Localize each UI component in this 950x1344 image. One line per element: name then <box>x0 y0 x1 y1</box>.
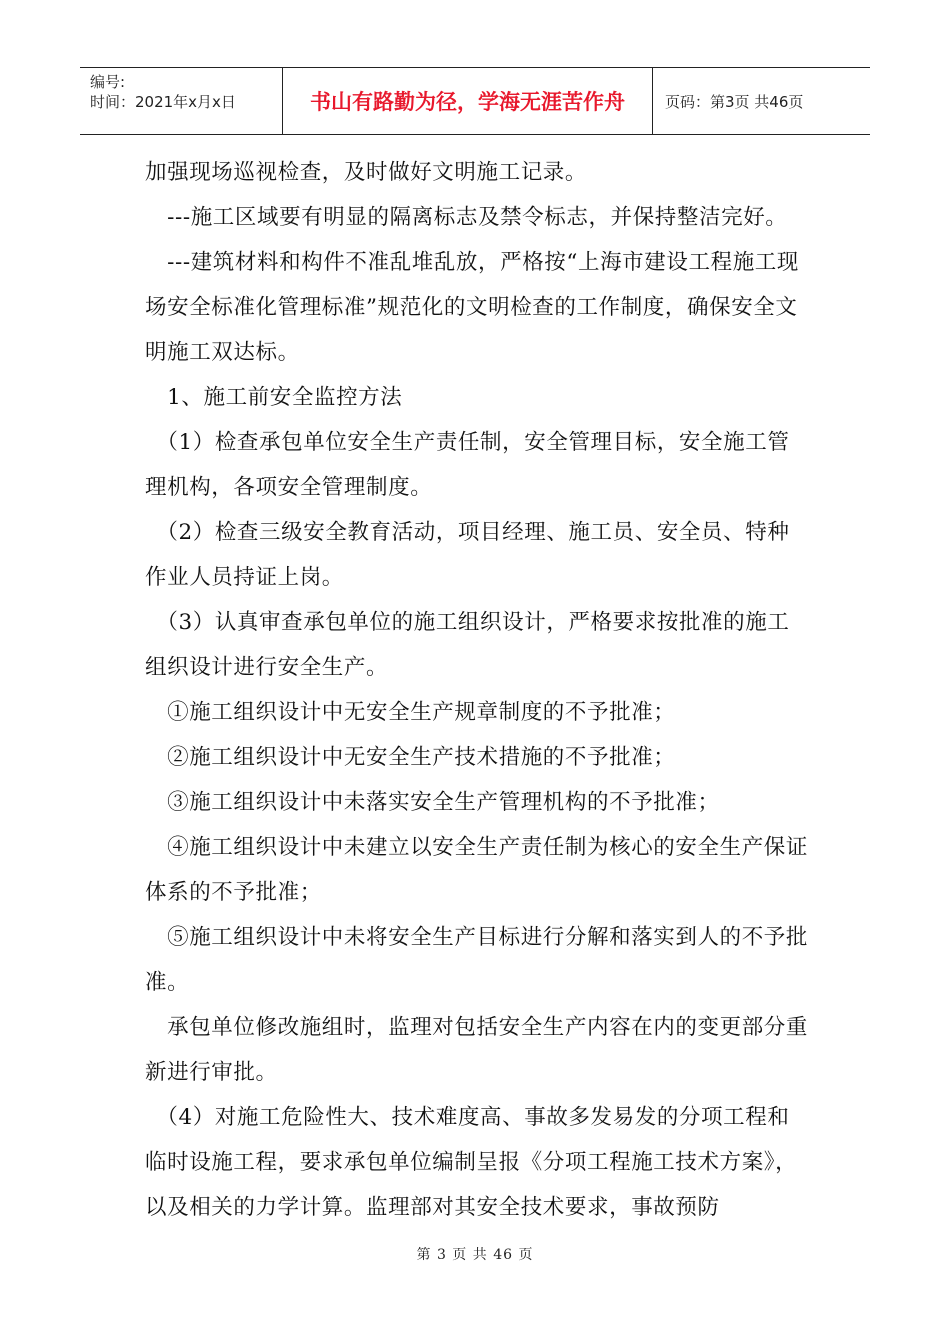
list-item: ④施工组织设计中未建立以安全生产责任制为核心的安全生产保证体系的不予批准； <box>145 835 809 905</box>
paragraph: ---建筑材料和构件不准乱堆乱放，严格按“上海市建设工程施工现场安全标准化管理标准”规范化的文明检查的工作制度，确保安全文明施工双达标。 <box>145 250 799 365</box>
list-item: ②施工组织设计中无安全生产技术措施的不予批准； <box>145 745 676 770</box>
header-meta <box>80 68 283 134</box>
header-motto: 书山有路勤为径，学海无涯苦作舟 <box>283 68 653 134</box>
document-number-label: 编号: <box>90 73 126 91</box>
paragraph: 承包单位修改施组时，监理对包括安全生产内容在内的变更部分重新进行审批。 <box>145 1015 809 1085</box>
document-date: 时间：2021年x月x日 <box>90 93 236 111</box>
list-item: ③施工组织设计中未落实安全生产管理机构的不予批准； <box>145 790 720 815</box>
list-item: ⑤施工组织设计中未将安全生产目标进行分解和落实到人的不予批准。 <box>145 925 809 995</box>
paragraph: （4）对施工危险性大、技术难度高、事故多发易发的分项工程和临时设施工程，要求承包单位编制呈报《分项工程施工技术方案》，以及相关的力学计算。监理部对其安全技术要求，事故预防 <box>145 1105 798 1220</box>
paragraph: 加强现场巡视检查，及时做好文明施工记录。 <box>145 160 588 185</box>
header-page-info: 页码：第3页 共46页 <box>665 92 804 111</box>
page-header <box>80 67 870 135</box>
list-item: ①施工组织设计中无安全生产规章制度的不予批准； <box>145 700 676 725</box>
paragraph: （1）检查承包单位安全生产责任制，安全管理目标，安全施工管理机构，各项安全管理制度。 <box>145 430 790 500</box>
paragraph: ---施工区域要有明显的隔离标志及禁令标志，并保持整洁完好。 <box>145 205 788 230</box>
document-body <box>145 150 810 1230</box>
paragraph: （2）检查三级安全教育活动，项目经理、施工员、安全员、特种作业人员持证上岗。 <box>145 520 790 590</box>
section-heading: 1、施工前安全监控方法 <box>145 385 403 410</box>
page-footer: 第 3 页 共 46 页 <box>416 1247 534 1263</box>
paragraph: （3）认真审查承包单位的施工组织设计，严格要求按批准的施工组织设计进行安全生产。 <box>145 610 790 680</box>
